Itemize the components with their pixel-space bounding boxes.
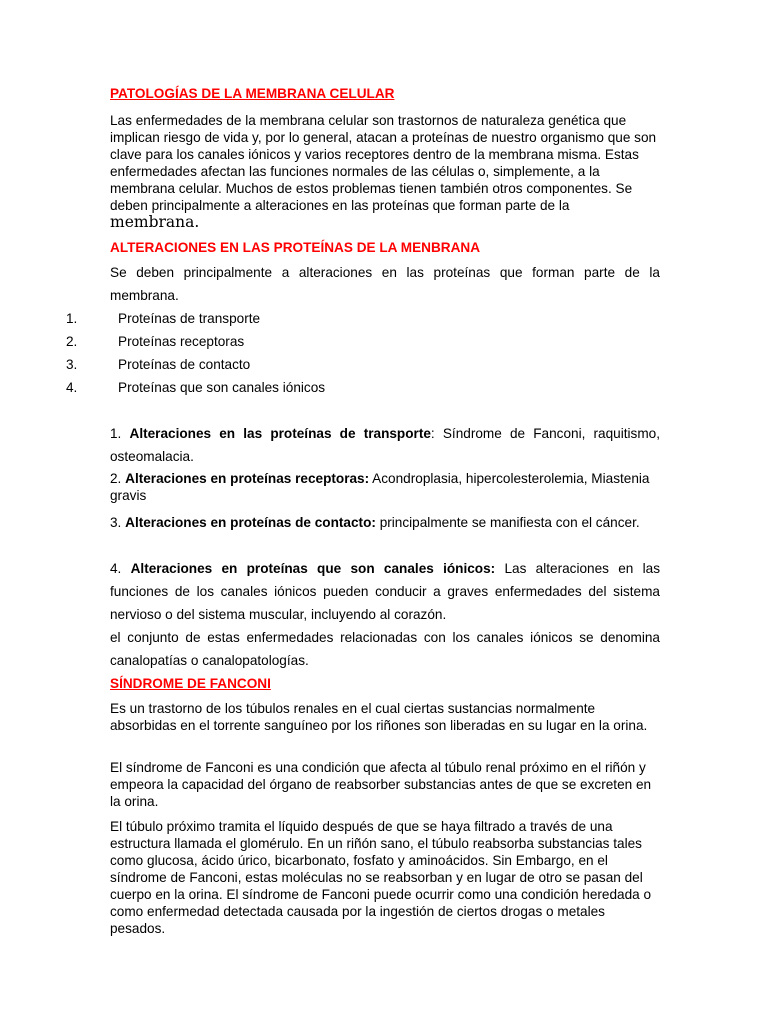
fanconi-paragraph: El túbulo próximo tramita el líquido después de que se haya filtrado a través de una estructura llamada el glomérulo. En un riñón sano, el túbulo reabsorba substancias tales como glucosa, ácido úrico, bicarbonato, fosfato y aminoácidos. Sin Embargo, en el síndrome de Fanconi, estas moléculas no se reabsorban y en lugar de otro se pasan del cuerpo en la orina. El síndrome de Fanconi puede ocurrir como una condición heredada o como enfermedad detectada causada por la ingestión de ciertos drogas o metales pesados. bbox=[110, 819, 652, 936]
canalopatias-paragraph: el conjunto de estas enfermedades relacionadas con los canales iónicos se denomina canalopatías o canalopatologías. bbox=[110, 630, 660, 668]
detail-transporte bbox=[110, 422, 660, 468]
intro-text: Las enfermedades de la membrana celular son trastornos de naturaleza genética que implican riesgo de vida y, por lo general, atacan a proteínas de nuestro organismo que son clave para los canales iónicos y varios receptores dentro de la membrana misma. Estas enfermedades afectan las funciones normales de las células o, simplemente, a la membrana celular. Muchos de estos problemas tienen también otros componentes. Se deben principalmente a alteraciones en las proteínas que forman parte de la bbox=[110, 113, 657, 213]
detail-number: 1. bbox=[110, 426, 130, 441]
list-number: 4. bbox=[66, 380, 78, 395]
detail-number: 2. bbox=[110, 471, 126, 486]
detail-text: Acondroplasia, hipercolesterolemia, Miastenia gravis bbox=[110, 471, 650, 503]
page-title: PATOLOGÍAS DE LA MEMBRANA CELULAR bbox=[110, 86, 395, 101]
section-alteraciones-text: Se deben principalmente a alteraciones en las proteínas que forman parte de la membrana. bbox=[110, 265, 660, 303]
list-label: Proteínas receptoras bbox=[118, 334, 245, 349]
list-number: 2. bbox=[66, 334, 78, 349]
detail-text: Las alteraciones en las funciones de los canales iónicos pueden conducir a graves enfermedades del sistema nervioso o del sistema muscular, incluyendo al corazón. bbox=[110, 561, 660, 622]
list-label: Proteínas de transporte bbox=[118, 311, 261, 326]
list-item bbox=[66, 310, 260, 327]
list-item bbox=[66, 379, 325, 396]
detail-receptoras bbox=[110, 470, 660, 504]
detail-contacto bbox=[110, 511, 660, 534]
section-title-fanconi: SÍNDROME DE FANCONI bbox=[110, 676, 271, 691]
list-item bbox=[66, 356, 250, 373]
detail-heading: Alteraciones en proteínas de contacto: bbox=[125, 515, 376, 530]
fanconi-paragraph: Es un trastorno de los túbulos renales en el cual ciertas sustancias normalmente absorbidas en el torrente sanguíneo por los riñones son liberadas en su lugar en la orina. bbox=[110, 701, 648, 733]
section-title-alteraciones: ALTERACIONES EN LAS PROTEÍNAS DE LA MENBRANA bbox=[110, 240, 481, 255]
detail-heading: Alteraciones en proteínas que son canales iónicos: bbox=[130, 561, 496, 576]
detail-canales bbox=[110, 557, 660, 626]
list-number: 1. bbox=[66, 311, 78, 326]
intro-end-word: membrana. bbox=[110, 213, 200, 231]
list-label: Proteínas de contacto bbox=[118, 357, 251, 372]
detail-text: principalmente se manifiesta con el cáncer. bbox=[375, 515, 640, 530]
fanconi-paragraph: El síndrome de Fanconi es una condición que afecta al túbulo renal próximo en el riñón y empeora la capacidad del órgano de reabsorber substancias antes de que se excreten en la orina. bbox=[110, 760, 652, 809]
intro-paragraph bbox=[110, 112, 660, 231]
list-label: Proteínas que son canales iónicos bbox=[118, 380, 326, 395]
list-number: 3. bbox=[66, 357, 78, 372]
detail-text: : Síndrome de Fanconi, raquitismo, osteomalacia. bbox=[110, 426, 661, 464]
list-item bbox=[66, 333, 244, 350]
detail-heading: Alteraciones en las proteínas de transporte bbox=[129, 426, 431, 441]
detail-heading: Alteraciones en proteínas receptoras: bbox=[125, 471, 370, 486]
detail-number: 3. bbox=[110, 515, 126, 530]
detail-number: 4. bbox=[110, 561, 131, 576]
